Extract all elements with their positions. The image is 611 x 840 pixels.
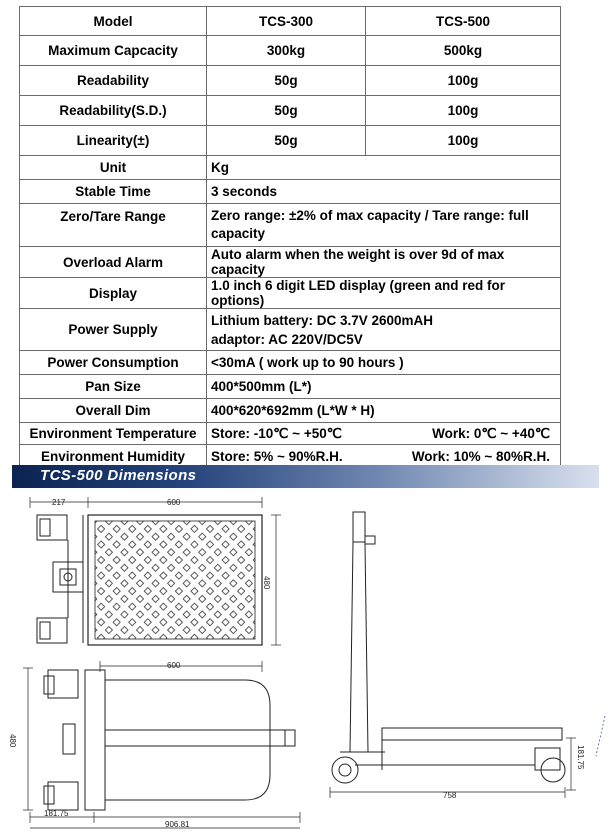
row-label: Zero/Tare Range [20, 204, 207, 247]
row-value: Auto alarm when the weight is over 9d of max capacity [207, 247, 561, 278]
table-row [20, 423, 561, 445]
row-value [207, 309, 561, 351]
table-row [20, 247, 561, 278]
humidity-work: Work: 10% ~ 80%R.H. [411, 449, 550, 464]
row-value-col2: 500kg [366, 36, 561, 66]
dim-label: 217 [52, 498, 66, 507]
row-label: Pan Size [20, 375, 207, 399]
temp-work: Work: 0℃ ~ +40℃ [432, 426, 550, 441]
table-row [20, 351, 561, 375]
row-label: Maximum Capcacity [20, 36, 207, 66]
humidity-store: Store: 5% ~ 90%R.H. [211, 449, 343, 464]
row-label: Readability [20, 66, 207, 96]
row-label: Linearity(±) [20, 126, 207, 156]
row-label: Stable Time [20, 180, 207, 204]
row-value-col1: 50g [207, 96, 366, 126]
row-label: Environment Temperature [20, 423, 207, 445]
row-value: <30mA ( work up to 90 hours ) [207, 351, 561, 375]
table-row [20, 96, 561, 126]
row-value: 3 seconds [207, 180, 561, 204]
table-row [20, 66, 561, 96]
table-row [20, 36, 561, 66]
row-value: 1.0 inch 6 digit LED display (green and red for options) [207, 278, 561, 309]
dim-label: 600 [167, 498, 181, 507]
row-value [207, 423, 561, 445]
table-row [20, 278, 561, 309]
table-row [20, 399, 561, 423]
bottom-view [23, 661, 300, 828]
table-row [20, 204, 561, 247]
top-view [30, 497, 281, 645]
dim-label: 906.81 [165, 820, 190, 829]
row-value-col2: 100g [366, 126, 561, 156]
dim-label: 181.75 [576, 745, 585, 770]
dim-label: 758 [443, 791, 457, 800]
header-col2: TCS-500 [366, 7, 561, 36]
row-value-col1: 50g [207, 66, 366, 96]
dim-label: 480 [8, 734, 17, 748]
row-label: Overall Dim [20, 399, 207, 423]
row-label: Power Consumption [20, 351, 207, 375]
temp-store: Store: -10℃ ~ +50℃ [211, 426, 342, 441]
dim-label: 600 [167, 661, 181, 670]
row-label: Power Supply [20, 309, 207, 351]
row-value-col2: 100g [366, 96, 561, 126]
dim-label: 181.75 [44, 809, 69, 818]
spec-table [19, 6, 561, 469]
row-value: 400*500mm (L*) [207, 375, 561, 399]
table-row [20, 126, 561, 156]
row-value: 400*620*692mm (L*W * H) [207, 399, 561, 423]
row-value-col1: 300kg [207, 36, 366, 66]
side-view [330, 512, 605, 798]
dimensions-drawing [0, 490, 611, 840]
header-col1: TCS-300 [207, 7, 366, 36]
table-header-row [20, 7, 561, 36]
power-supply-line1: Lithium battery: DC 3.7V 2600mAH [211, 312, 434, 328]
row-label: Overload Alarm [20, 247, 207, 278]
table-row [20, 156, 561, 180]
table-row [20, 180, 561, 204]
banner-title: TCS-500 Dimensions [40, 467, 197, 484]
row-value-col1: 50g [207, 126, 366, 156]
dimensions-banner [12, 465, 599, 488]
row-value: Kg [207, 156, 561, 180]
row-label: Unit [20, 156, 207, 180]
table-row [20, 309, 561, 351]
row-value-col2: 100g [366, 66, 561, 96]
header-label: Model [20, 7, 207, 36]
table-row [20, 375, 561, 399]
row-label: Display [20, 278, 207, 309]
dim-label: 480 [262, 576, 271, 590]
power-supply-line2: adaptor: AC 220V/DC5V [211, 331, 363, 347]
row-value: Zero range: ±2% of max capacity / Tare range: full capacity [207, 204, 561, 247]
row-label: Environment Humidity [20, 445, 207, 469]
row-label: Readability(S.D.) [20, 96, 207, 126]
